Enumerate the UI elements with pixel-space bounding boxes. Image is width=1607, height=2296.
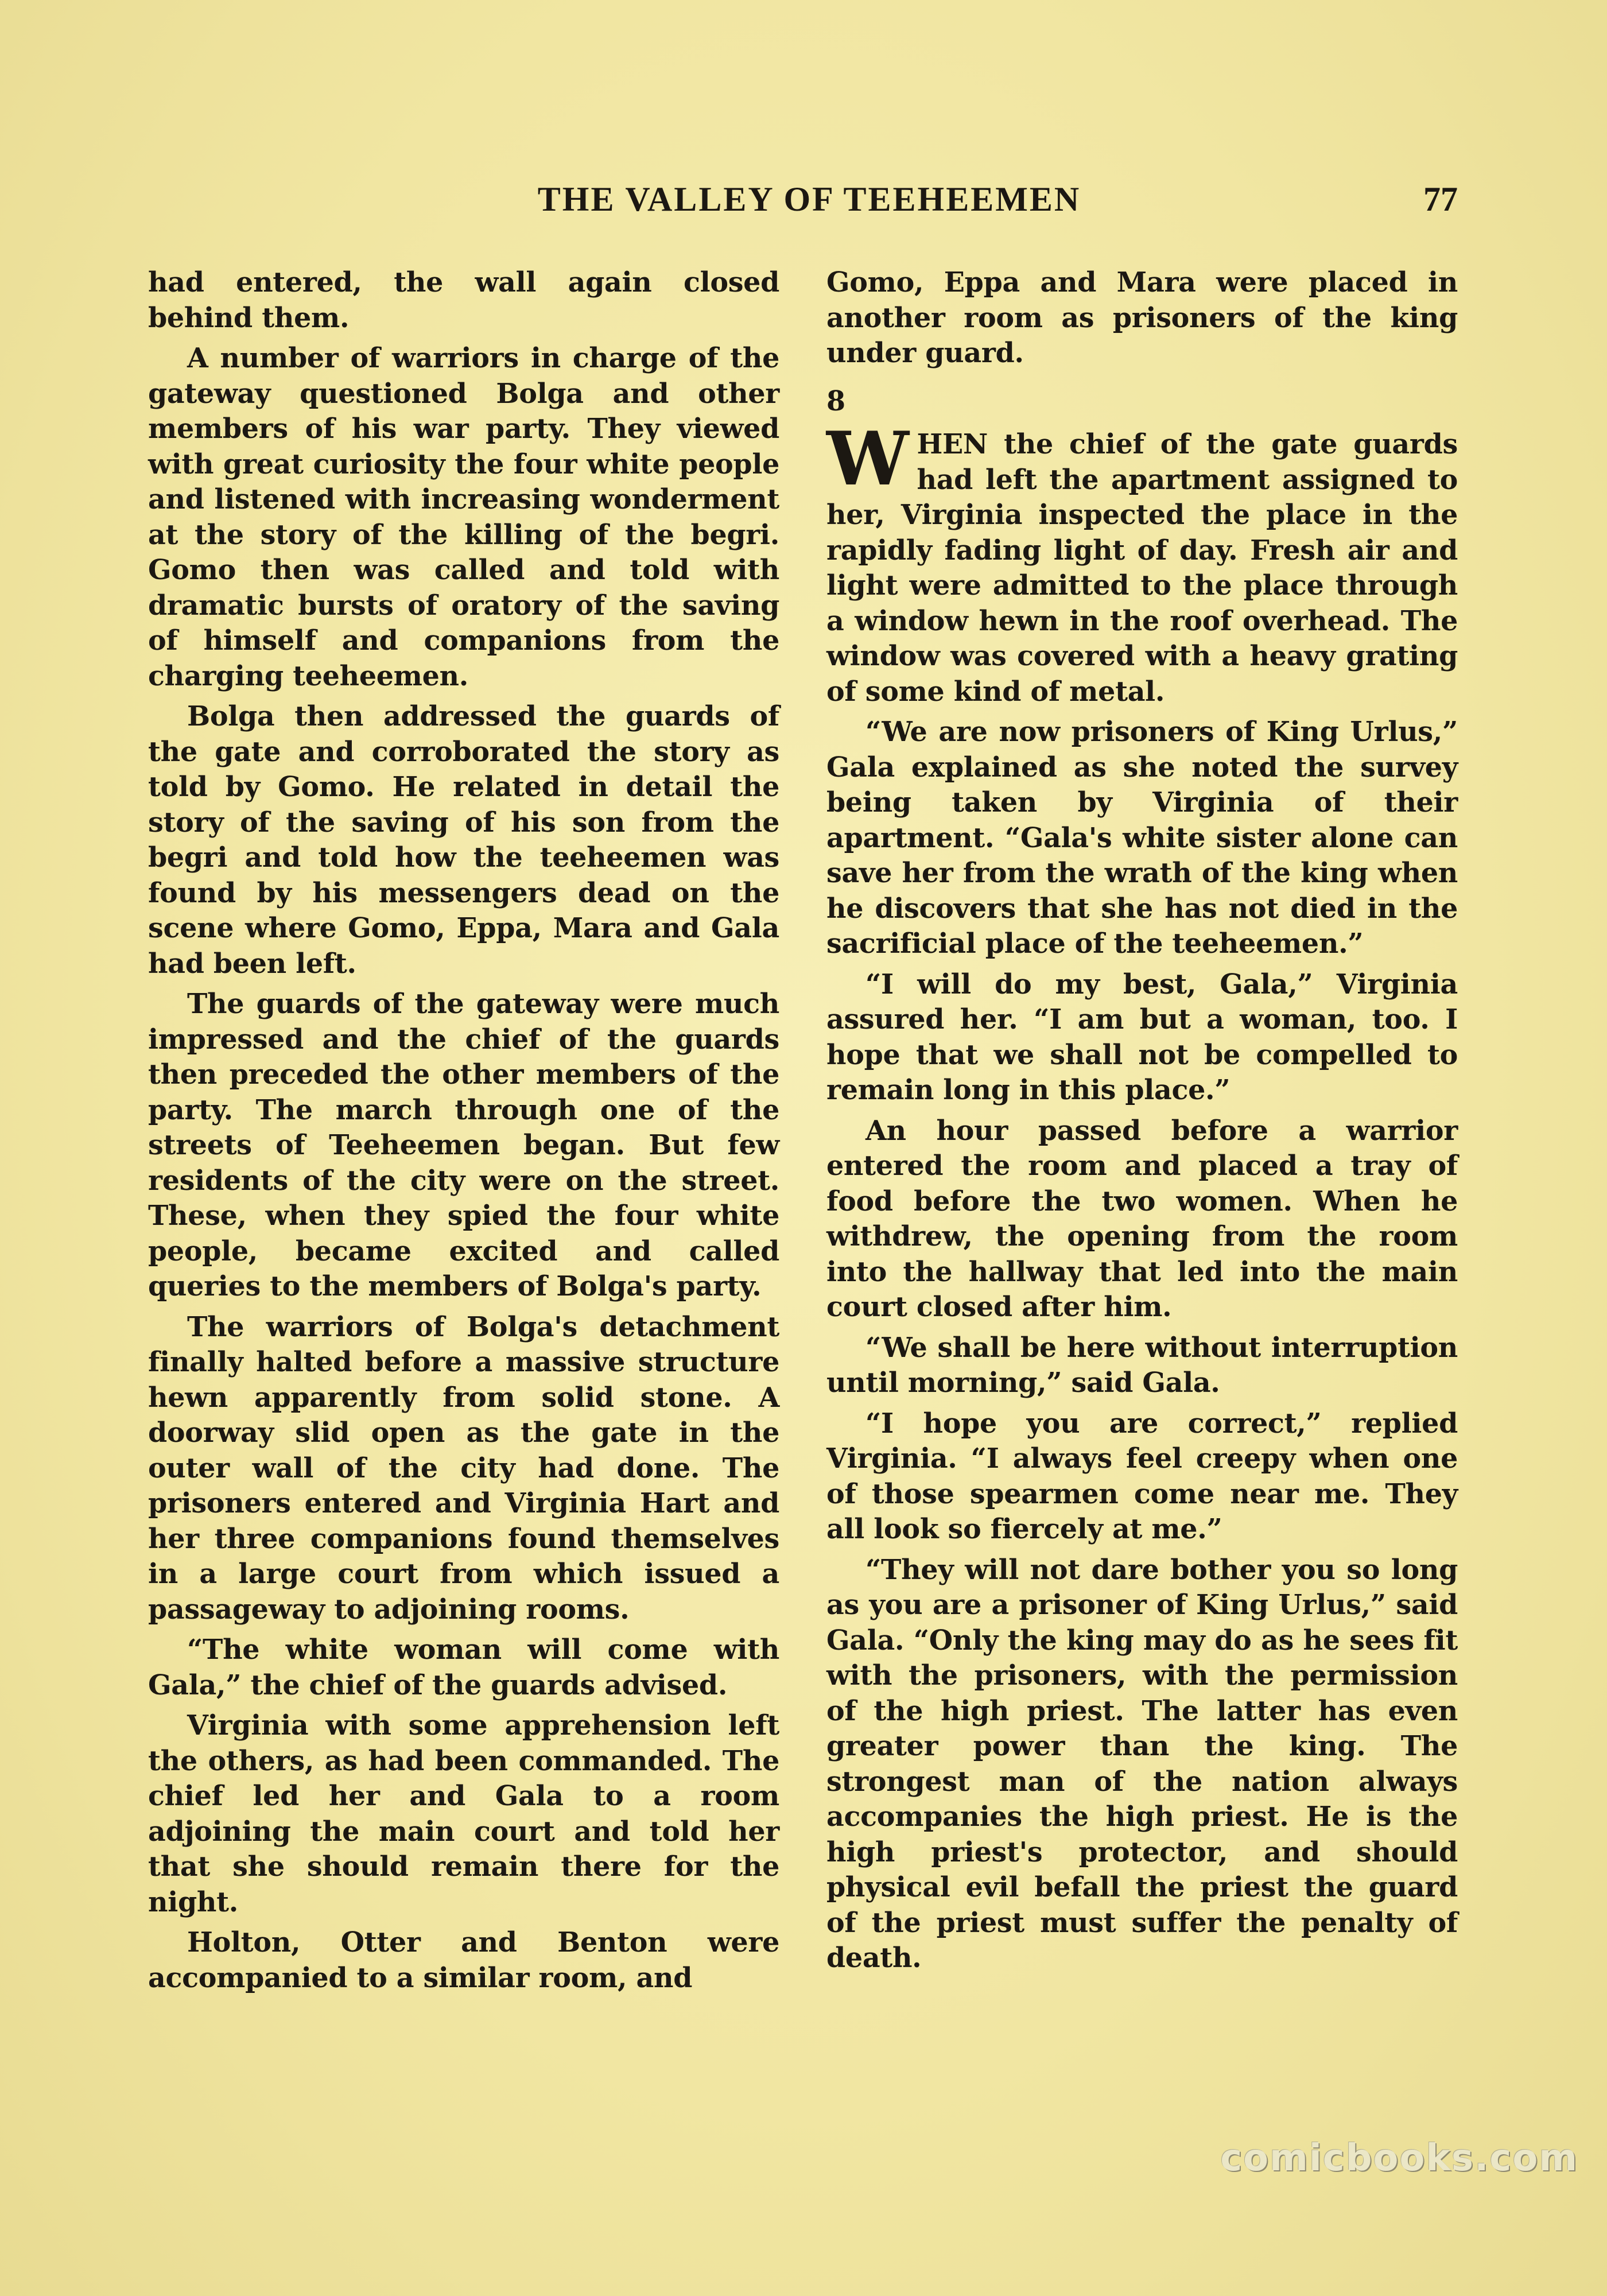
paragraph: had entered, the wall again closed behind them. (148, 266, 779, 334)
paragraph: Holton, Otter and Benton were accompanied to a similar room, and (148, 1926, 779, 1994)
paragraph: The guards of the gateway were much impressed and the chief of the guards then preceded the other members of the party. The march through one of the streets of Teeheemen began. But few residents of the city were on the street. These, when they spied the four white people, became excited and called queries to the members of Bolga's party. (148, 988, 779, 1302)
left-column (148, 265, 779, 2001)
watermark: comicbooks.com (1220, 2137, 1578, 2179)
paragraph: “I will do my best, Gala,” Virginia assured her. “I am but a woman, too. I hope that we shall not be compelled to remain long in this place.” (826, 968, 1458, 1106)
section-opening-paragraph (826, 416, 1458, 709)
section-number: 8 (826, 385, 845, 417)
paragraph-text: HEN the chief of the gate guards had left the apartment assigned to her, Virginia inspected the place in the rapidly fading light of day. Fresh air and light were admitted to the place through a window hewn in the roof overhead. The window was covered with a heavy grating of some kind of metal. (826, 428, 1458, 708)
running-title: THE VALLEY OF TEEHEEMEN (537, 180, 1081, 218)
paragraph: An hour passed before a warrior entered the room and placed a tray of food before the two women. When he withdrew, the opening from the room into the hallway that led into the main court closed after him. (826, 1114, 1458, 1323)
paragraph: Gomo, Eppa and Mara were placed in another room as prisoners of the king under guard. (826, 266, 1458, 369)
right-column (826, 265, 1458, 1981)
drop-cap: W (826, 416, 909, 502)
paragraph: Virginia with some apprehension left the others, as had been commanded. The chief led her and Gala to a room adjoining the main court and told her that she should remain there for the night. (148, 1709, 779, 1918)
paragraph: A number of warriors in charge of the gateway questioned Bolga and other members of his war party. They viewed with great curiosity the four white people and listened with increasing wonderment at the story of the killing of the begri. Gomo then was called and told with dramatic bursts of oratory of the saving of himself and companions from the charging teeheemen. (148, 342, 779, 692)
paragraph: Bolga then addressed the guards of the gate and corroborated the story as told by Gomo. He related in detail the story of the saving of his son from the begri and told how the teeheemen was found by his messengers dead on the scene where Gomo, Eppa, Mara and Gala had been left. (148, 700, 779, 980)
paragraph: “I hope you are correct,” replied Virginia. “I always feel creepy when one of those spearmen come near me. They all look so fiercely at me.” (826, 1407, 1458, 1545)
paragraph: “We shall be here without interruption until morning,” said Gala. (826, 1331, 1458, 1399)
paragraph: “The white woman will come with Gala,” the chief of the guards advised. (148, 1634, 779, 1701)
paragraph: The warriors of Bolga's detachment finally halted before a massive structure hewn apparently from solid stone. A doorway slid open as the gate in the outer wall of the city had done. The prisoners entered and Virginia Hart and her three companions found themselves in a large court from which issued a passageway to adjoining rooms. (148, 1310, 779, 1626)
paragraph: “We are now prisoners of King Urlus,” Gala explained as she noted the survey being taken by Virginia of their apartment. “Gala's white sister alone can save her from the wrath of the king when he discovers that she has not died in the sacrificial place of the teeheemen.” (826, 716, 1458, 960)
paragraph: “They will not dare bother you so long as you are a prisoner of King Urlus,” said Gala. “Only the king may do as he sees fit with the prisoners, with the permission of the high priest. The latter has even greater power than the king. The strongest man of the nation always accompanies the high priest. He is the high priest's protector, and should physical evil befall the priest the guard of the priest must suffer the penalty of death. (826, 1553, 1458, 1974)
page-number: 77 (1423, 180, 1458, 218)
